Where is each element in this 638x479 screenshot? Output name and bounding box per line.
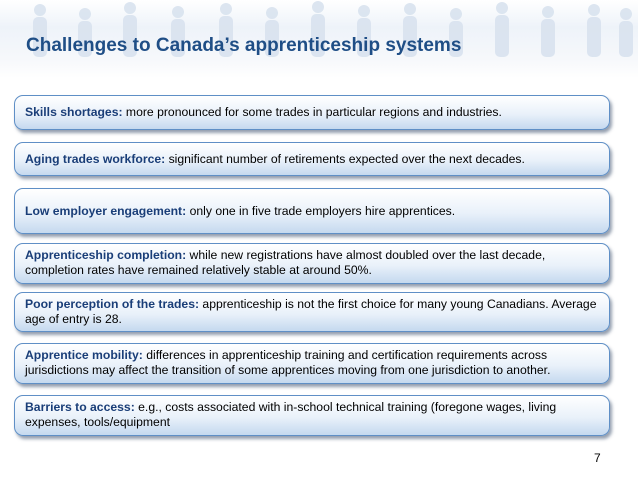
page-number: 7 bbox=[594, 451, 601, 465]
challenge-box-aging-workforce bbox=[14, 142, 610, 176]
challenge-box-skills-shortages bbox=[14, 95, 610, 130]
challenge-box-mobility bbox=[14, 343, 610, 384]
challenge-heading: Skills shortages: bbox=[25, 105, 123, 120]
challenge-text: e.g., costs associated with in-school technical training (foregone wages, living expenses, tools/equipment bbox=[25, 400, 557, 429]
challenge-text: while new registrations have almost doubled over the last decade, completion rates have remained relatively stable at around 50%. bbox=[25, 248, 546, 277]
challenge-text: significant number of retirements expected over the next decades. bbox=[165, 151, 525, 166]
challenge-heading: Apprenticeship completion: bbox=[25, 248, 187, 262]
slide-title: Challenges to Canada’s apprenticeship systems bbox=[26, 35, 462, 56]
challenge-text: differences in apprenticeship training and certification requirements across jurisdictions may affect the transition of some apprentices moving from one jurisdiction to another. bbox=[25, 348, 551, 377]
challenge-box-access bbox=[14, 395, 610, 436]
challenge-box-perception bbox=[14, 292, 610, 332]
challenge-heading: Poor perception of the trades: bbox=[25, 297, 200, 311]
challenge-box-employer-engagement bbox=[14, 188, 610, 234]
challenge-box-completion bbox=[14, 243, 610, 284]
challenge-text: more pronounced for some trades in particular regions and industries. bbox=[122, 105, 502, 120]
challenge-heading: Low employer engagement: bbox=[25, 203, 187, 218]
challenge-heading: Aging trades workforce: bbox=[25, 151, 166, 166]
challenge-heading: Apprentice mobility: bbox=[25, 348, 143, 362]
challenge-text: only one in five trade employers hire apprentices. bbox=[186, 203, 456, 218]
challenge-text: apprenticeship is not the first choice for many young Canadians. Average age of entry is 28. bbox=[25, 297, 597, 326]
challenge-heading: Barriers to access: bbox=[25, 400, 135, 414]
